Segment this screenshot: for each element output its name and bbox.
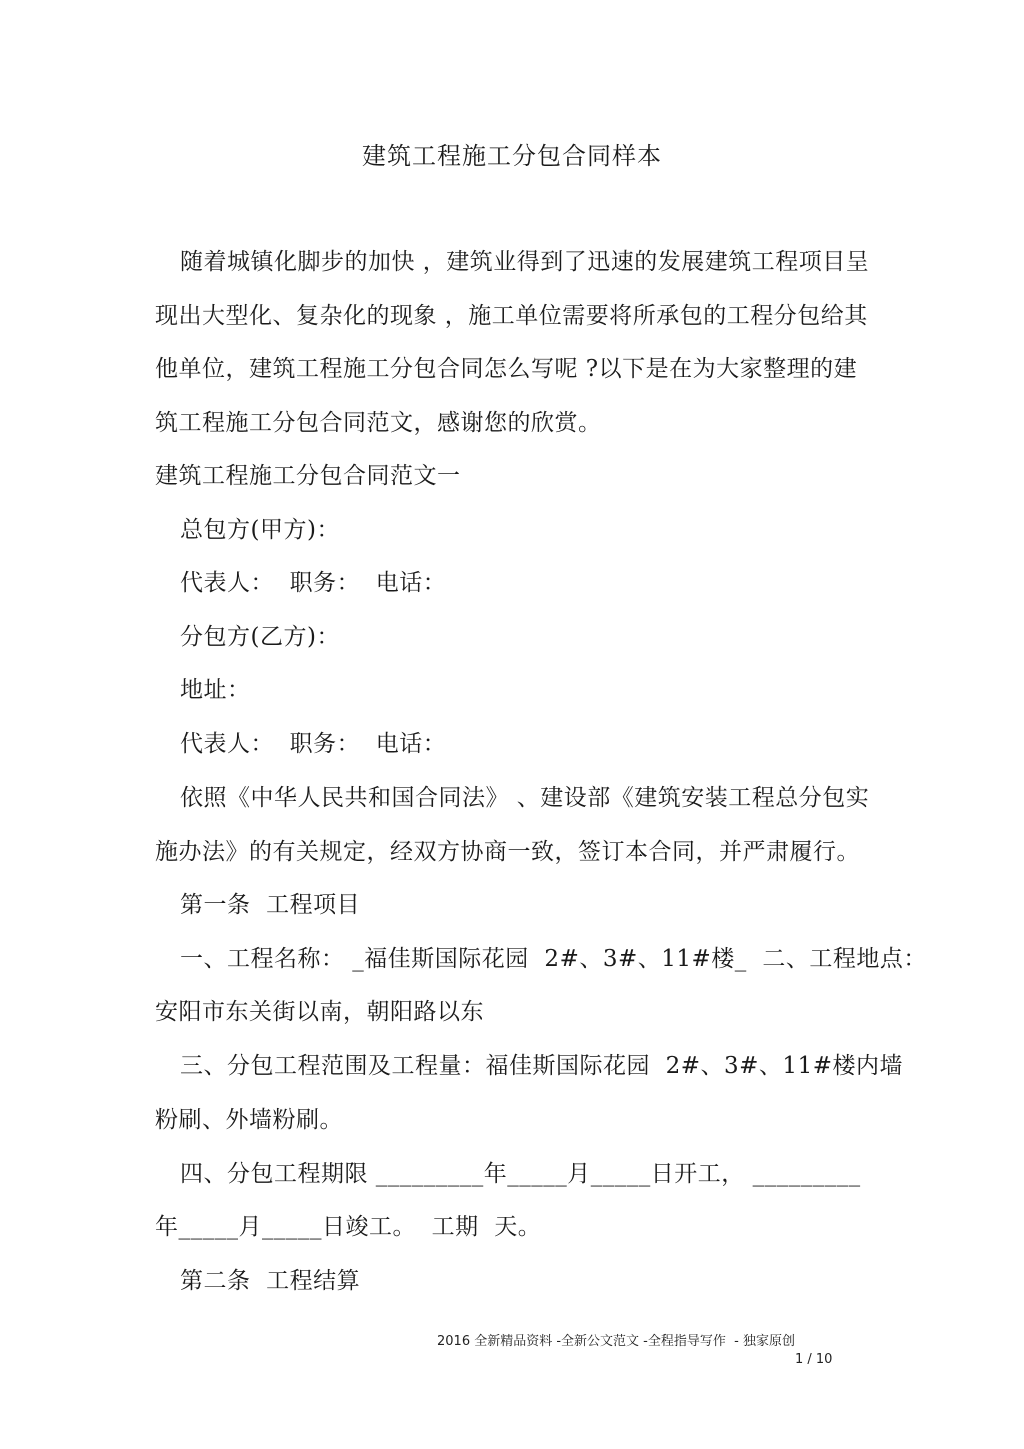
representative-line: 代表人： 职务： 电话： [180, 570, 447, 596]
section-heading: 建筑工程施工分包合同范文一 [155, 463, 461, 489]
body-line: 筑工程施工分包合同范文，感谢您的欣赏。 [155, 410, 602, 436]
body-line: 一、工程名称： _福佳斯国际花园 2#、3#、11#楼_ 二、工程地点： [180, 946, 927, 972]
party-a-line: 总包方(甲方)： [180, 517, 340, 543]
body-line: 现出大型化、复杂化的现象 ，施工单位需要将所承包的工程分包给其 [155, 303, 868, 329]
body-line: 施办法》的有关规定，经双方协商一致，签订本合同，并严肃履行。 [155, 839, 860, 865]
party-b-line: 分包方(乙方)： [180, 624, 340, 650]
article-heading: 第二条 工程结算 [180, 1268, 361, 1294]
document-title: 建筑工程施工分包合同样本 [362, 142, 662, 170]
body-line: 年_____月_____日竣工。 工期 天。 [155, 1214, 542, 1240]
body-line: 四、分包工程期限 _________年_____月_____日开工， _________ [180, 1161, 861, 1187]
body-line: 依照《中华人民共和国合同法》 、建设部《建筑安装工程总分包实 [180, 785, 870, 811]
page-footer: 2016 全新精品资料 -全新公文范文 -全程指导写作 - 独家原创 [437, 1334, 795, 1349]
body-line: 随着城镇化脚步的加快 ，建筑业得到了迅速的发展建筑工程项目呈 [180, 249, 870, 275]
body-line: 三、分包工程范围及工程量：福佳斯国际花园 2#、3#、11#楼内墙 [180, 1053, 903, 1079]
representative-line: 代表人： 职务： 电话： [180, 731, 447, 757]
page-number: 1 / 10 [795, 1352, 833, 1367]
body-line: 他单位，建筑工程施工分包合同怎么写呢 ?以下是在为大家整理的建 [155, 356, 858, 382]
article-heading: 第一条 工程项目 [180, 892, 361, 918]
body-line: 粉刷、外墙粉刷。 [155, 1107, 343, 1133]
address-line: 地址： [180, 677, 251, 703]
body-line: 安阳市东关街以南，朝阳路以东 [155, 999, 484, 1025]
